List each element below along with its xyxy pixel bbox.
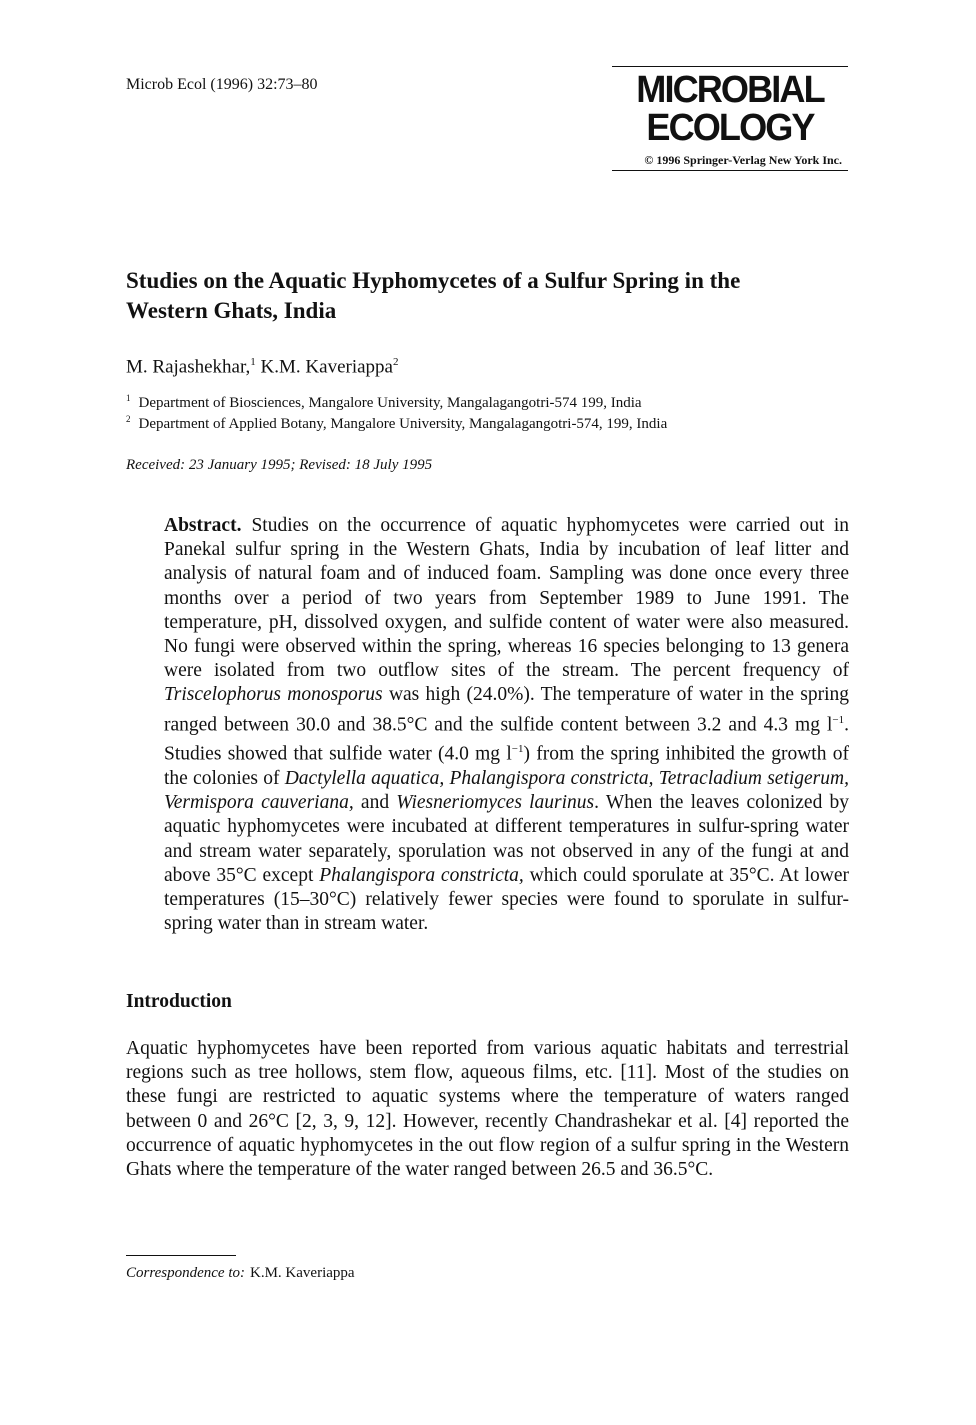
- correspondence-label: Correspondence to:: [126, 1265, 246, 1281]
- unit-exponent: −1: [832, 713, 845, 726]
- copyright-notice: © 1996 Springer-Verlag New York Inc.: [644, 153, 842, 167]
- journal-citation: Microb Ecol (1996) 32:73–80: [126, 76, 318, 93]
- species-name: Triscelophorus monosporus: [164, 684, 383, 706]
- abstract-text: was high (24.0%). The temperature of water in the spring ranged between 30.0 and 38.5°C and the sulfide content between 3.2 and 4.3 mg l: [164, 684, 850, 736]
- abstract-text: ) from the spring inhibited the growth of the colonies of: [164, 743, 849, 790]
- received-dates: Received: 23 January 1995; Revised: 18 July 1995: [126, 457, 433, 473]
- journal-name-line1: MICROBIAL: [636, 69, 824, 111]
- introduction-paragraph: Aquatic hyphomycetes have been reported from various aquatic habitats and terrestrial regions such as tree hollows, stem flow, aqueous films, etc. [11]. Most of the studies on these fungi are restricted to aquatic systems where the temperature of waters ranged between 0 and 26°C [2, 3, 9, 12]. However, recently Chandrashekar et al. [4] reported the occurrence of aquatic hyphomycetes in the out flow region of a sulfur spring in the Western Ghats where the temperature of the water ranged between 26.5 and 36.5°C.: [126, 1038, 849, 1181]
- abstract-text: . When the leaves colonized by aquatic hyphomycetes were incubated at different temperatures in sulfur-spring water and stream water separately, sporulation was not observed in any of the fungi at and above 35°C except: [164, 792, 850, 886]
- abstract-text: and: [360, 792, 390, 814]
- abstract-label: Abstract.: [164, 515, 242, 536]
- affiliation-number: 2: [126, 414, 131, 424]
- abstract-text: Studies on the occurrence of aquatic hyphomycetes were carried out in Panekal sulfur spring in the Western Ghats, India by incubation of leaf litter and analysis of natural foam and of induced foam. Sampling was done once every three months over a period of two years from September 1989 to June 1991. The temperature, pH, dissolved oxygen, and sulfide content of water were also measured. No fungi were observed within the spring, whereas 16 species belonging to 13 genera were isolated from two outflow sites of the stream. The percent frequency of: [164, 515, 849, 682]
- logo-bottom-rule: [612, 170, 848, 171]
- species-name: Dactylella aquatica, Phalangispora constricta, Tetracladium setigerum, Vermispora cauveriana,: [164, 768, 849, 814]
- section-heading-introduction: Introduction: [126, 991, 232, 1012]
- abstract: [164, 514, 849, 936]
- author-affiliation-mark: 1: [250, 356, 256, 368]
- correspondence-footnote: [126, 1265, 355, 1282]
- abstract-text: which could sporulate at 35°C. At lower temperatures (15–30°C) relatively fewer species were found to sporulate in sulfur-spring water than in stream water.: [164, 864, 850, 935]
- author-list: [126, 356, 398, 378]
- affiliation: [126, 414, 667, 433]
- footnote-rule: [126, 1255, 236, 1256]
- journal-name-line2: ECOLOGY: [646, 107, 814, 149]
- affiliation-text: Department of Applied Botany, Mangalore University, Mangalagangotri-574, 199, India: [138, 416, 668, 432]
- author-name: M. Rajashekhar,: [126, 356, 251, 378]
- journal-logo: [612, 66, 848, 171]
- species-name: Wiesneriomyces laurinus: [396, 792, 595, 814]
- author-name: K.M. Kaveriappa: [260, 356, 393, 378]
- affiliation-number: 1: [126, 393, 131, 403]
- affiliation-text: Department of Biosciences, Mangalore University, Mangalagangotri-574 199, India: [138, 395, 642, 411]
- affiliation: [126, 393, 642, 412]
- correspondence-name: K.M. Kaveriappa: [250, 1265, 355, 1281]
- unit-exponent: −1: [511, 743, 524, 756]
- logo-top-rule: [612, 66, 848, 67]
- paper-title: Studies on the Aquatic Hyphomycetes of a Sulfur Spring in the Western Ghats, India: [126, 268, 741, 323]
- author-affiliation-mark: 2: [392, 356, 399, 368]
- abstract-text: . Studies showed that sulfide water (4.0 mg l: [164, 714, 849, 765]
- species-name: Phalangispora constricta,: [319, 864, 524, 886]
